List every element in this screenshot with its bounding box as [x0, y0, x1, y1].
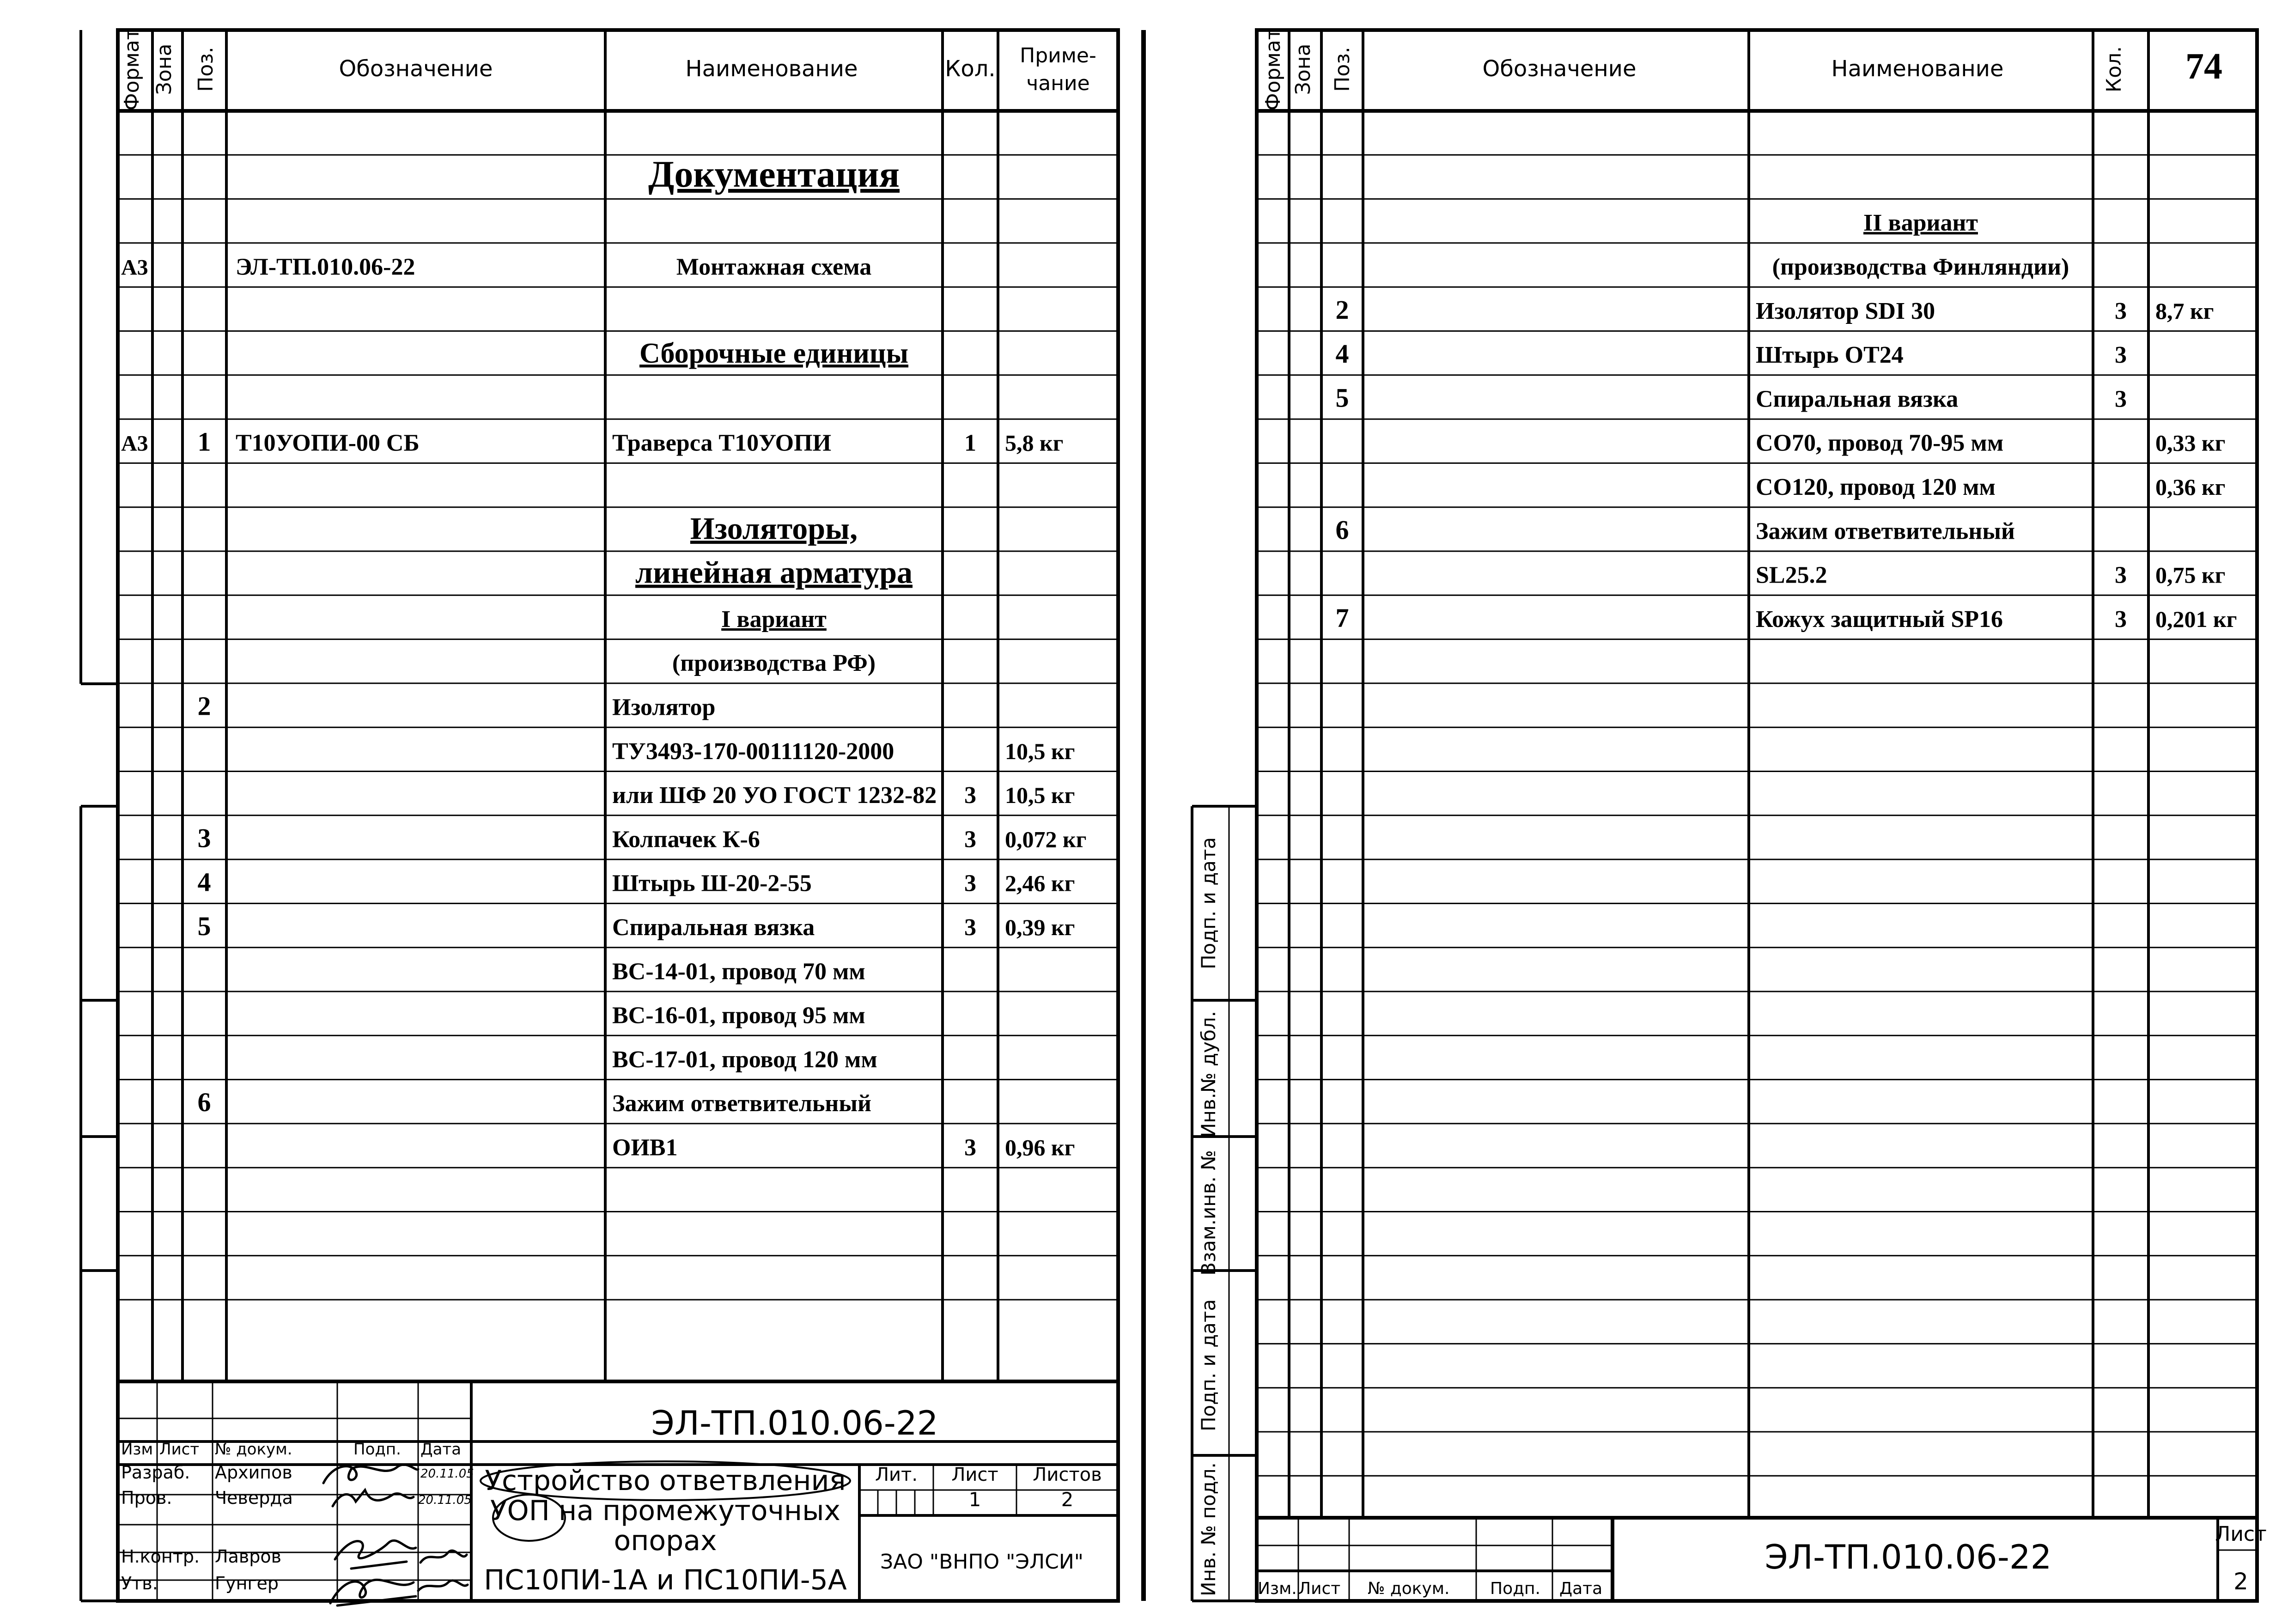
left-row — [635, 555, 913, 590]
header-name: Наименование — [685, 56, 858, 82]
row-name: Изоляторы, — [690, 511, 858, 546]
side-inv-orig: Инв. № подл. — [1197, 1462, 1220, 1596]
left-row — [612, 1003, 865, 1029]
row-position: 1 — [197, 426, 211, 457]
right-row — [1336, 515, 2015, 545]
left-row — [612, 738, 1075, 765]
right-row — [1772, 254, 2069, 280]
row-name: ВС-16-01, провод 95 мм — [612, 1002, 865, 1029]
header-pos: Поз. — [194, 47, 218, 92]
left-row — [612, 782, 1075, 809]
sheets-value: 2 — [1061, 1488, 1074, 1511]
row-qty: 3 — [2115, 386, 2127, 413]
sheets-label: Листов — [1033, 1464, 1102, 1485]
org-name: ЗАО "ВНПО "ЭЛСИ" — [880, 1550, 1084, 1574]
side-sign-date-2: Подп. и дата — [1197, 1299, 1220, 1432]
row-name: Зажим ответвительный — [612, 1090, 871, 1117]
r-sheet-label: Лист — [2215, 1522, 2267, 1546]
left-row — [612, 1135, 1075, 1161]
col-list: Лист — [159, 1440, 200, 1459]
row-name: ТУ3493-170-00111120-2000 — [612, 738, 894, 765]
row-name: Кожух защитный SP16 — [1756, 606, 2003, 633]
row-qty: 3 — [964, 1134, 976, 1161]
row-name: SL25.2 — [1756, 562, 1827, 589]
sheet-label: Лист — [951, 1464, 998, 1485]
role-dev: Разраб. — [121, 1462, 190, 1483]
row-qty: 3 — [2115, 298, 2127, 324]
header-note-1: Приме- — [1020, 44, 1096, 67]
signature-date-gunger — [418, 1581, 468, 1591]
row-qty: 3 — [964, 782, 976, 809]
row-name: Изолятор SDI 30 — [1756, 298, 1935, 324]
row-qty: 3 — [964, 826, 976, 853]
left-row — [121, 254, 871, 280]
name-norm: Лавров — [215, 1546, 282, 1567]
row-name: Спиральная вязка — [1756, 386, 1959, 413]
header-note-2: чание — [1026, 72, 1090, 95]
row-qty: 3 — [2115, 342, 2127, 369]
row-position: 2 — [197, 691, 211, 721]
title-line-1: Устройство ответвления — [485, 1465, 846, 1497]
row-name: Штырь Ш-20-2-55 — [612, 870, 812, 897]
row-position: 3 — [197, 823, 211, 853]
title-line-3: опорах — [614, 1525, 717, 1557]
row-position: 2 — [1335, 294, 1349, 325]
date-cheverda: 20.11.05 — [418, 1493, 472, 1507]
right-row — [1336, 383, 2127, 413]
left-sheet — [81, 30, 1118, 1601]
signature-cheverda — [333, 1490, 414, 1506]
row-position: 4 — [197, 867, 211, 897]
r-header-format: Формат — [1261, 28, 1285, 111]
r-header-zone: Зона — [1291, 43, 1315, 95]
row-position: 5 — [197, 911, 211, 942]
left-row — [612, 958, 865, 985]
date-archipov: 20.11.05 — [420, 1467, 474, 1481]
row-name: ОИВ1 — [612, 1134, 678, 1161]
row-note: 0,75 кг — [2155, 562, 2226, 588]
r-col-izm: Изм. — [1258, 1579, 1297, 1598]
row-name: II вариант — [1863, 210, 1978, 237]
left-doc-code: ЭЛ-ТП.010.06-22 — [651, 1404, 938, 1442]
row-name: (производства Финляндии) — [1772, 254, 2069, 280]
row-note: 0,36 кг — [2155, 474, 2226, 500]
col-sign: Подп. — [353, 1440, 401, 1459]
r-col-list: Лист — [1298, 1579, 1341, 1598]
signature-lavrov — [335, 1540, 416, 1569]
row-name: ВС-14-01, провод 70 мм — [612, 958, 865, 985]
row-note: 8,7 кг — [2155, 298, 2214, 324]
row-name: Монтажная схема — [676, 254, 872, 280]
r-header-name: Наименование — [1831, 56, 2004, 82]
row-name: Траверса Т10УОПИ — [612, 430, 832, 456]
lit-label: Лит. — [875, 1464, 918, 1485]
row-name: СО120, провод 120 мм — [1756, 474, 1996, 501]
role-check: Пров. — [121, 1488, 172, 1508]
col-date: Дата — [420, 1440, 462, 1459]
row-name: линейная арматура — [635, 554, 913, 590]
title-line-4: ПС10ПИ-1А и ПС10ПИ-5А — [484, 1564, 847, 1596]
col-doc: № докум. — [215, 1440, 292, 1459]
left-row — [672, 650, 876, 676]
side-sign-date-1: Подп. и дата — [1197, 837, 1220, 970]
row-name: ВС-17-01, провод 120 мм — [612, 1046, 877, 1073]
left-row — [121, 427, 1064, 457]
row-note: 5,8 кг — [1005, 430, 1064, 456]
right-side-labels — [1197, 837, 1220, 1596]
left-row — [198, 691, 716, 721]
right-row — [1756, 430, 2226, 456]
row-name: I вариант — [721, 606, 827, 633]
row-format: А3 — [121, 431, 148, 456]
left-row — [721, 606, 827, 633]
header-qty: Кол. — [945, 56, 996, 82]
row-name: Колпачек К-6 — [612, 826, 760, 853]
right-sheet — [1144, 30, 2257, 1601]
row-note: 0,201 кг — [2155, 606, 2237, 632]
row-position: 6 — [1335, 515, 1349, 545]
title-line-2: УОП на промежуточных — [490, 1495, 841, 1527]
row-qty: 1 — [964, 430, 976, 456]
r-header-qty: Кол. — [2102, 46, 2126, 93]
row-name: Документация — [648, 152, 900, 195]
row-qty: 3 — [964, 870, 976, 897]
row-name: Зажим ответвительный — [1756, 518, 2015, 545]
header-zone: Зона — [152, 43, 176, 95]
row-name: Штырь ОТ24 — [1756, 342, 1904, 369]
right-title-block — [1258, 1522, 2267, 1598]
right-row — [1336, 295, 2214, 325]
row-qty: 3 — [964, 914, 976, 941]
left-row — [648, 153, 900, 195]
row-format: А3 — [121, 255, 148, 280]
row-note: 0,39 кг — [1005, 914, 1075, 941]
name-appr: Гунгер — [215, 1573, 279, 1594]
row-qty: 3 — [2115, 606, 2127, 633]
header-format: Формат — [120, 28, 144, 111]
row-position: 6 — [197, 1087, 211, 1118]
left-row — [612, 1046, 877, 1073]
right-row — [1336, 339, 2127, 369]
right-row — [1863, 210, 1978, 236]
right-row — [1756, 474, 2226, 500]
row-name: (производства РФ) — [672, 650, 876, 677]
side-replace-inv: Взам.инв. № — [1197, 1150, 1220, 1276]
right-doc-code: ЭЛ-ТП.010.06-22 — [1765, 1538, 2052, 1576]
side-inv-dup: Инв.№ дубл. — [1197, 1010, 1220, 1138]
r-header-designation: Обозначение — [1482, 56, 1637, 82]
row-name: Спиральная вязка — [612, 914, 815, 941]
row-name: или ШФ 20 УО ГОСТ 1232-82 — [612, 782, 937, 809]
right-row — [1336, 603, 2237, 633]
page-number: 74 — [2185, 46, 2222, 87]
row-note: 2,46 кг — [1005, 870, 1075, 896]
name-dev: Архипов — [215, 1462, 292, 1483]
row-position: 4 — [1335, 339, 1349, 369]
right-header — [1261, 28, 2222, 111]
row-note: 0,33 кг — [2155, 430, 2226, 456]
r-header-pos: Поз. — [1331, 47, 1354, 92]
r-col-doc: № докум. — [1368, 1579, 1450, 1598]
row-qty: 3 — [2115, 562, 2127, 589]
r-col-sign: Подп. — [1490, 1579, 1540, 1598]
right-row — [1756, 562, 2226, 589]
row-note: 0,96 кг — [1005, 1134, 1075, 1161]
r-col-date: Дата — [1559, 1579, 1603, 1598]
row-designation: ЭЛ-ТП.010.06-22 — [236, 254, 415, 280]
left-row — [198, 823, 1087, 853]
row-position: 5 — [1335, 383, 1349, 413]
row-name: Сборочные единицы — [639, 338, 909, 370]
header-designation: Обозначение — [339, 56, 493, 82]
sheet-value: 1 — [968, 1488, 981, 1511]
role-appr: Утв. — [121, 1573, 158, 1594]
left-row — [639, 338, 908, 369]
r-sheet-value: 2 — [2233, 1568, 2248, 1595]
left-row — [198, 1087, 871, 1117]
row-name: Изолятор — [612, 694, 716, 721]
row-position: 7 — [1335, 602, 1349, 633]
role-norm: Н.контр. — [121, 1546, 200, 1567]
col-izm: Изм — [121, 1440, 153, 1459]
row-note: 0,072 кг — [1005, 826, 1087, 852]
left-header — [120, 28, 1096, 111]
row-name: СО70, провод 70-95 мм — [1756, 430, 2004, 456]
row-designation: Т10УОПИ-00 СБ — [236, 430, 420, 456]
row-note: 10,5 кг — [1005, 782, 1075, 809]
name-check: Чеверда — [215, 1488, 293, 1508]
left-row — [690, 511, 858, 546]
row-note: 10,5 кг — [1005, 738, 1075, 764]
